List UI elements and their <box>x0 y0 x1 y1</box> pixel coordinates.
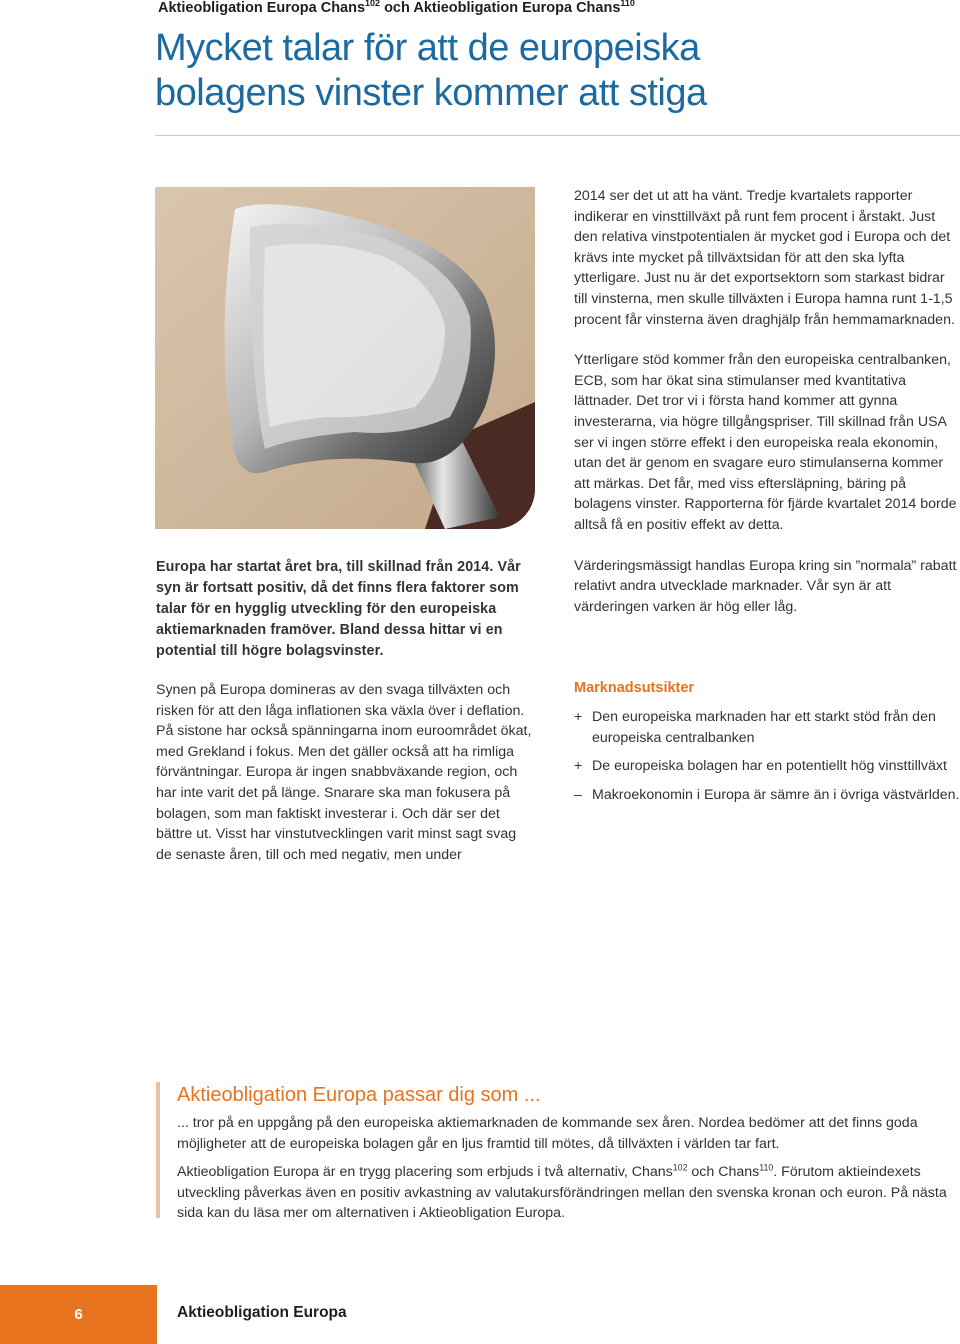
callout-accent-bar <box>156 1082 160 1218</box>
right-paragraph: Ytterligare stöd kommer från den europeiska centralbanken, ECB, som har ökat sina stimulanser med kvantitativa lättnader. Det tror vi i första hand kommer att gynna investerarna, via högre tillgångspriser. Till skillnad från USA ser vi ingen större effekt i den europeiska reala ekonomin, utan det är genom en svagare euro stimulanserna kommer att märkas. Det får, med viss eftersläpning, bäring på bolagens vinster. Rapporterna för fjärde kvartalet 2014 borde alltså få en positiv effekt av detta. <box>574 352 957 533</box>
title-divider <box>155 135 960 136</box>
plus-icon: + <box>574 709 583 725</box>
page-number-badge: 6 <box>0 1285 157 1344</box>
minus-icon: – <box>574 786 582 803</box>
page-title: Mycket talar för att de europeiska bolagens vinster kommer att stiga <box>155 27 707 114</box>
right-column <box>574 186 960 637</box>
list-item <box>574 756 960 777</box>
tuning-peg-illustration <box>155 187 535 529</box>
list-item-text: Makroekonomin i Europa är sämre än i övriga västvärlden. <box>592 786 960 803</box>
market-outlook-list <box>574 707 960 813</box>
list-item <box>574 785 960 806</box>
left-column-text: Synen på Europa domineras av den svaga tillväxten och risken för att den låga inflationen ska växla över i deflation. På sistone har också spänningarna inom euroområdet ökat, med Grekland i fokus. Men det gäller också att ha rimliga förväntningar. Europa är ingen snabbväxande region, och har inte varit det på länge. Snarare ska man fokusera på bolagen, som man faktiskt investerar i. Och där ser det bättre ut. Visst har vinstutvecklingen varit minst sagt svag de senaste åren, till och med negativ, men under <box>156 682 532 863</box>
right-paragraph: 2014 ser det ut att ha vänt. Tredje kvartalets rapporter indikerar en vinsttillväxt på runt fem procent i årstakt. Just den relativa vinstpotentialen är mycket god i Europa och det krävs inte mycket på tillväxtsidan för att den ska lyfta ytterligare. Just nu är det exportsektorn som starkast bidrar till vinsterna, men skulle tillväxten i Europa hamna runt 1-1,5 procent får vinsterna även draghjälp från hemmamarknaden. <box>574 188 955 328</box>
tuning-peg-photo <box>155 187 535 529</box>
callout-body <box>177 1113 960 1232</box>
list-item-text: De europeiska bolagen har en potentiellt hög vinsttillväxt <box>592 758 947 775</box>
list-item <box>574 707 960 748</box>
right-paragraph: Värderingsmässigt handlas Europa kring sin ”normala” rabatt relativt andra utvecklade marknader. Vår syn är att värderingen varken är hög eller låg. <box>574 557 957 615</box>
callout-title: Aktieobligation Europa passar dig som ... <box>177 1084 541 1106</box>
plus-icon: + <box>574 758 583 775</box>
lead-paragraph: Europa har startat året bra, till skillnad från 2014. Vår syn är fortsatt positiv, då det finns flera faktorer som talar för en hygglig utveckling för den europeiska aktiemarknaden framöver. Bland dessa hittar vi en potential till högre bolagsvinster. <box>156 559 521 659</box>
market-outlook-heading: Marknadsutsikter <box>574 680 695 696</box>
page-header: Aktieobligation Europa Chans$^{102}$ och Aktieobligation Europa Chans$^{110}$ <box>158 0 635 16</box>
footer-label: Aktieobligation Europa <box>177 1304 347 1321</box>
callout-paragraph: Aktieobligation Europa är en trygg placering som erbjuds i två alternativ, Chans$^{102}$ och Chans$^{110}$. Förutom aktieindexets utveckling påverkas även en positiv avkastning av valutakursförändringen mellan den svenska kronan och euron. På nästa sida kan du läsa mer om alternativen i Aktieobligation Europa. <box>177 1162 947 1222</box>
callout-paragraph: ... tror på en uppgång på den europeiska aktiemarknaden de kommande sex åren. Nordea bedömer att det finns goda möjligheter att de europeiska bolagen går en ljus framtid till mötes, då tillväxten i världen tar fart. <box>177 1115 918 1152</box>
list-item-text: Den europeiska marknaden har ett starkt stöd från den europeiska centralbanken <box>592 709 936 746</box>
